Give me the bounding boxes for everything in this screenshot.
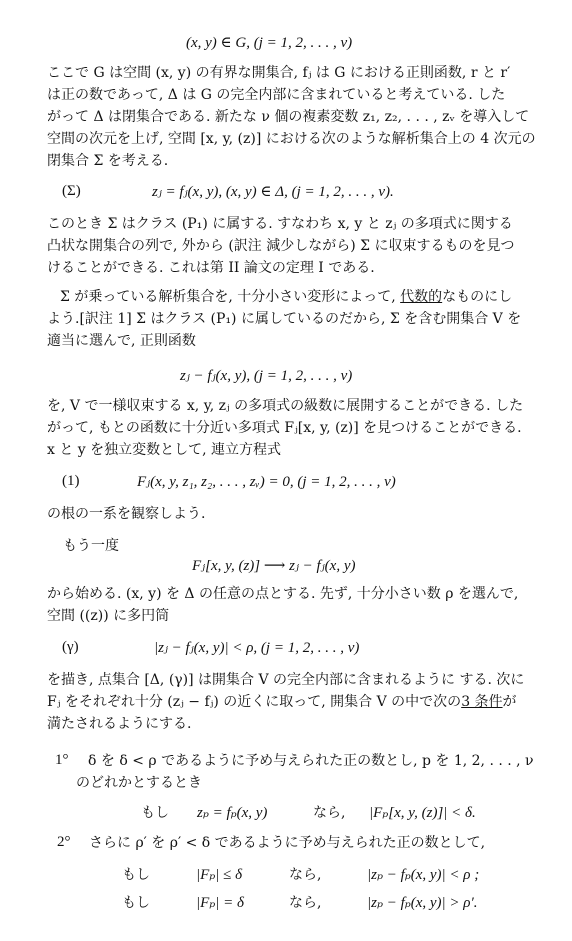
condition-2a-premise: |Fₚ| ≤ δ bbox=[196, 867, 243, 883]
condition-2b-premise: |Fₚ| = δ bbox=[196, 895, 245, 911]
paragraph-line: 適当に選んで, 正則函数 bbox=[47, 333, 196, 349]
condition-2b-then: なら, bbox=[289, 895, 322, 911]
paragraph-line: は正の数であって, Δ は G の完全内部に含まれていると考えている. した bbox=[47, 87, 506, 103]
paragraph-line: x と y を独立変数として, 連立方程式 bbox=[47, 442, 282, 458]
paragraph-line: を描き, 点集合 [Δ, (γ)] は開集合 V の完全内部に含まれるように する. 次に bbox=[47, 672, 525, 688]
condition-2-text: さらに ρ′ を ρ′ < δ であるように予め与えられた正の数として, bbox=[89, 835, 486, 851]
paragraph-line: から始める. (x, y) を Δ の任意の点とする. 先ず, 十分小さい数 ρ を選んで, bbox=[47, 586, 519, 602]
equation-sigma: zⱼ = fⱼ(x, y), (x, y) ∈ Δ, (j = 1, 2, . . . , ν). bbox=[152, 184, 394, 200]
condition-1-text: δ を δ < ρ であるように予め与えられた正の数とし, p を 1, 2, . . . , ν bbox=[88, 753, 534, 769]
paragraph-line: 凸状な開集合の列で, 外から (訳注 減少しながら) Σ に収束するものを見つ bbox=[47, 238, 515, 254]
equation-tag-sigma: (Σ) bbox=[62, 183, 81, 199]
paragraph-line: もう一度 bbox=[63, 538, 119, 554]
paragraph-line: の根の一系を観察しよう. bbox=[47, 506, 206, 522]
text-span: なものにし bbox=[442, 289, 513, 305]
equation-approximation: Fⱼ[x, y, (z)] ⟶ zⱼ − fⱼ(x, y) bbox=[192, 558, 356, 574]
paragraph-line: けることができる. これは第 II 論文の定理 I である. bbox=[47, 260, 375, 276]
paragraph-line: がって Δ は閉集合である. 新たな ν 個の複素変数 z₁, z₂, . . . , zᵥ を導入して bbox=[47, 109, 530, 125]
condition-1-if: もし bbox=[141, 805, 169, 821]
condition-2a-if: もし bbox=[122, 867, 150, 883]
paragraph-line: ここで G は空間 (x, y) の有界な開集合, fⱼ は G における正則函数, r と r′ bbox=[47, 65, 511, 81]
equation-tag-1: (1) bbox=[62, 473, 80, 489]
equation-1: Fⱼ(x, y, z₁, z₂, . . . , zᵥ) = 0, (j = 1, 2, . . . , ν) bbox=[137, 474, 396, 490]
underlined-term-three-conditions: 3 条件 bbox=[461, 694, 503, 710]
condition-2a-conclusion: |zₚ − fₚ(x, y)| < ρ ; bbox=[367, 867, 480, 883]
text-span: が bbox=[502, 694, 517, 710]
paragraph-line: よう.[訳注 1] Σ はクラス (P₁) に属しているのだから, Σ を含む開集合 V を bbox=[47, 311, 522, 327]
condition-2-label: 2° bbox=[57, 834, 71, 850]
condition-1-conclusion: |Fₚ[x, y, (z)]| < δ. bbox=[369, 805, 476, 821]
condition-1-then: なら, bbox=[313, 805, 346, 821]
condition-1-label: 1° bbox=[55, 752, 69, 768]
paragraph-line: 閉集合 Σ を考える. bbox=[47, 153, 169, 169]
equation-gamma: |zⱼ − fⱼ(x, y)| < ρ, (j = 1, 2, . . . , ν) bbox=[154, 640, 360, 656]
paragraph-line: このとき Σ はクラス (P₁) に属する. すなわち x, y と zⱼ の多項式に関する bbox=[47, 216, 513, 232]
equation-x-y-in-g: (x, y) ∈ G, (j = 1, 2, . . . , ν) bbox=[186, 35, 353, 51]
paragraph-line: 空間 ((z)) に多円筒 bbox=[47, 608, 170, 624]
paragraph-line bbox=[47, 693, 517, 711]
paragraph-line: 空間の次元を上げ, 空間 [x, y, (z)] における次のような解析集合上の 4 次元の bbox=[47, 131, 536, 147]
equation-tag-gamma: (γ) bbox=[62, 639, 79, 655]
paragraph-line: を, V で一様収束する x, y, zⱼ の多項式の級数に展開することができる. した bbox=[47, 398, 524, 414]
equation-zj-minus-fj: zⱼ − fⱼ(x, y), (j = 1, 2, . . . , ν) bbox=[180, 368, 353, 384]
condition-2b-conclusion: |zₚ − fₚ(x, y)| > ρ′. bbox=[367, 895, 478, 911]
paragraph-line: がって, もとの函数に十分近い多項式 Fⱼ[x, y, (z)] を見つけることができる. bbox=[47, 420, 522, 436]
condition-1-text: のどれかとするとき bbox=[76, 775, 202, 791]
paragraph-line: 満たされるようにする. bbox=[47, 716, 192, 732]
condition-1-premise: zₚ = fₚ(x, y) bbox=[197, 805, 268, 821]
condition-2a-then: なら, bbox=[289, 867, 322, 883]
paragraph-line bbox=[60, 288, 512, 306]
condition-2b-if: もし bbox=[122, 895, 150, 911]
text-span: Fⱼ をそれぞれ十分 (zⱼ − fⱼ) の近くに取って, 開集合 V の中で次の bbox=[47, 694, 462, 710]
underlined-term-algebraic: 代数的 bbox=[400, 289, 443, 305]
text-span: Σ が乗っている解析集合を, 十分小さい変形によって, bbox=[60, 289, 401, 305]
